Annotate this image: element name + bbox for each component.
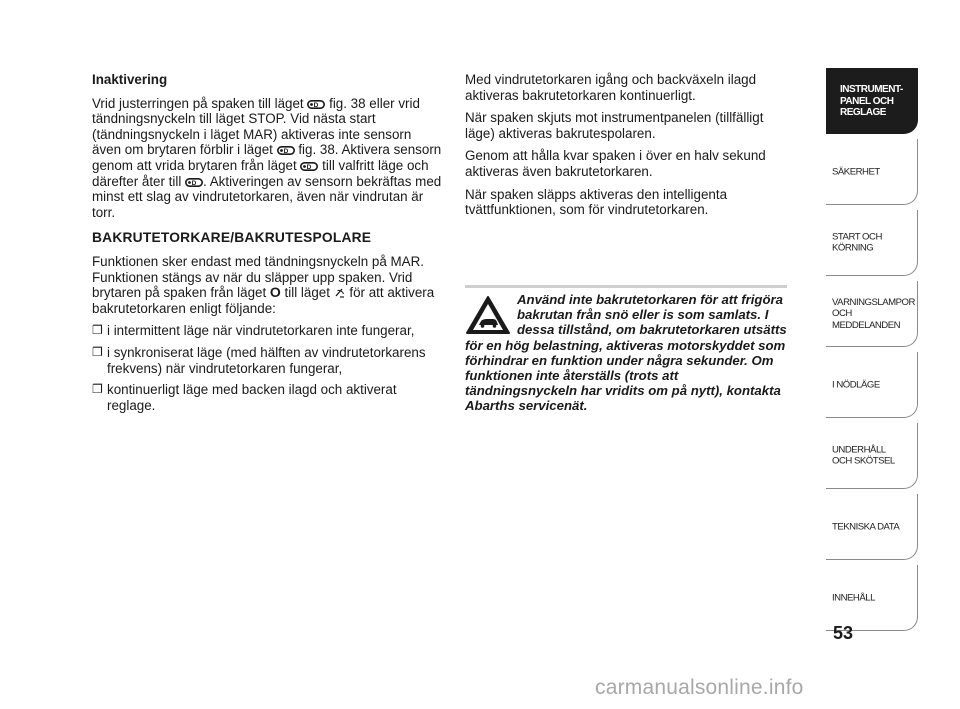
- svg-text:D: D: [314, 101, 319, 109]
- paragraph: När spaken skjuts mot instrumentpanelen (tillfälligt läge) aktiveras bakrutespolaren.: [465, 110, 764, 141]
- warning-text: Använd inte bakrutetorkaren för att frigöra bakrutan från snö eller is som samlats. I dessa tillstånd, om bakrutetorkaren utsätts för en hög belastning, aktiveras motorskyddet som förhindrar en funktion under några sekunder. Om funktionen inte återställs (trots att tändningsnyckeln har vridits om på nytt), kontakta Abarths servicenät.: [465, 292, 787, 414]
- list-item: ❒ i synkroniserat läge (med hälften av vindrutetorkarens frekvens) när vindrutetorkaren fungerar,: [92, 344, 426, 376]
- tab-label: START OCH KÖRNING: [832, 231, 882, 254]
- paragraph: När spaken släpps aktiveras den intelligenta tvättfunktionen, som för vindrutetorkaren.: [465, 186, 728, 218]
- warning-triangle-car-icon: [465, 295, 511, 335]
- heading-inaktivering: Inaktivering: [92, 72, 168, 87]
- tab-tekniska-data[interactable]: [826, 494, 918, 560]
- tab-label: VARNINGSLAMPOR OCH MEDDELANDEN: [832, 296, 915, 331]
- tab-label: INNEHÅLL: [832, 591, 875, 603]
- tab-underhall[interactable]: [826, 423, 918, 489]
- heading-bakrutetorkare: BAKRUTETORKARE/BAKRUTESPOLARE: [92, 230, 372, 246]
- tab-i-nodlage[interactable]: [826, 352, 918, 418]
- warning-divider: [465, 285, 787, 288]
- page-number: 53: [832, 623, 854, 643]
- tab-label: SÄKERHET: [832, 165, 880, 177]
- checkbox-bullet-icon: ❒: [92, 382, 103, 397]
- rear-wiper-symbol-icon: [334, 286, 346, 298]
- warning-box: [465, 292, 790, 414]
- tab-start-och-korning[interactable]: [826, 210, 918, 276]
- tab-label: I NÖDLÄGE: [832, 378, 880, 390]
- checkbox-bullet-icon: ❒: [92, 323, 103, 338]
- svg-text:D: D: [191, 179, 197, 187]
- tab-label: INSTRUMENT- PANEL OCH REGLAGE: [840, 83, 903, 118]
- tab-varningslampor[interactable]: [826, 281, 918, 347]
- bullet-list: [92, 323, 444, 413]
- left-column: [92, 72, 444, 419]
- tab-instrumentpanel[interactable]: [826, 68, 918, 134]
- checkbox-bullet-icon: ❒: [92, 344, 103, 359]
- paragraph: Med vindrutetorkaren igång och backväxeln ilagd aktiveras bakrutetorkaren kontinuerligt.: [465, 72, 757, 103]
- paragraph: Genom att hålla kvar spaken i över en halv sekund aktiveras även bakrutetorkaren.: [465, 148, 766, 179]
- list-item: ❒ kontinuerligt läge med backen ilagd och aktiverat reglage.: [92, 382, 397, 413]
- paragraph-inaktivering: Vrid justerringen på spaken till läget D fig. 38 eller vrid tändningsnyckeln till läget STOP. Vid nästa start (tändningsnyckeln i läget MAR) aktiveras inte sensorn även om brytaren förblir i läget D fig. 38. Aktivera sensorn genom att vrida brytaren från läget D till valfritt läge och därefter åter till D . Aktiveringen av sensorn bekräftas med minst ett slag av vindrutetorkaren, även när vindrutan är torr.: [92, 95, 442, 220]
- watermark: carmanualsonline.info: [595, 676, 804, 699]
- tab-innehall[interactable]: [826, 565, 918, 631]
- svg-text:D: D: [283, 148, 288, 156]
- auto-sensor-symbol-icon: [185, 178, 203, 187]
- chapter-sidebar: [826, 68, 918, 636]
- auto-sensor-symbol-icon: [277, 146, 295, 155]
- auto-sensor-symbol-icon: [307, 100, 325, 109]
- auto-sensor-symbol-icon: [300, 162, 318, 171]
- tab-sakerhet[interactable]: [826, 139, 918, 205]
- list-item: ❒ i intermittent läge när vindrutetorkaren inte fungerar,: [92, 323, 415, 339]
- paragraph-bakrutetorkare: Funktionen sker endast med tändningsnyckeln på MAR. Funktionen stängs av när du släpper upp spaken. Vrid brytaren på spaken från läget O till läget för att aktivera bakrutetorkaren enligt följande:: [92, 253, 435, 316]
- off-position-symbol: O: [269, 284, 281, 301]
- svg-text:D: D: [307, 164, 312, 171]
- right-column: [465, 72, 790, 225]
- tab-label: TEKNISKA DATA: [832, 520, 900, 532]
- tab-label: UNDERHÅLL OCH SKÖTSEL: [832, 444, 895, 467]
